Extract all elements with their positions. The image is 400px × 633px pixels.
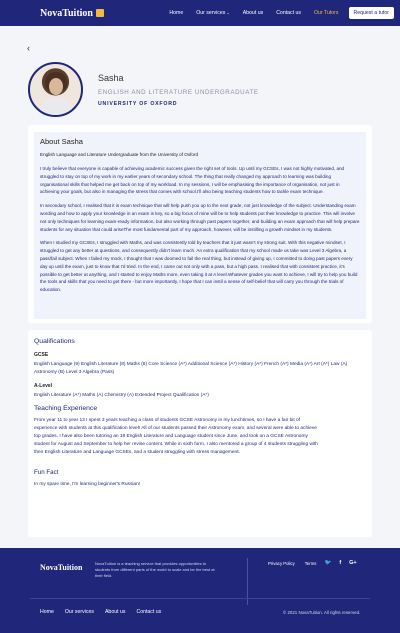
nav-our-services[interactable] [196, 10, 229, 16]
facebook-icon[interactable]: f [339, 560, 342, 566]
teaching-experience-heading: Teaching Experience [34, 405, 98, 413]
google-plus-icon[interactable]: G+ [349, 560, 357, 566]
qualifications-heading: Qualifications [34, 338, 75, 345]
tutor-name: Sasha [98, 73, 124, 83]
about-paragraph: When I studied my GCSEs, I struggled with Maths, and was consistently told by teachers that it just wasn't my strong suit. With this negative mindset, I struggled to get any better at questions, and consequently didn't learn much. An extra qualification that my school made us take was Level 3 Algebra, a pass/fail subject. When I failed my mock, I thought that I was doomed to fail the real thing, but instead of giving up, I committed to doing past papers every day up until the exam, just to know that I'd tried. In the end, I came out not only with a pass, but a high pass. I realised that with consistent practice, it's possible to get better at anything, and I started to enjoy Maths more, even taking it at A level.Whatever grades you want to achieve, I will try to help you build the tools and skills that you need to get there - but more importantly, I hope that I can instil a sense of self-belief that will carry you through the trials of education. [40, 240, 358, 293]
footer-nav-services[interactable]: Our services [64, 609, 94, 615]
alevel-list: English Literature (A*) Maths (A) Chemistry (A) Extended Project Qualification (A*) [34, 392, 209, 398]
footer-description: NovaTuition is a teaching service that provides opportunities to students from different parts of the world to scale and be the best at their field. [95, 561, 215, 578]
main-nav [156, 7, 394, 19]
footer-nav-about[interactable]: About us [104, 609, 126, 615]
teaching-experience-text: From year 11 to year 13 I spent 3 years teaching a class of students GCSE Astronomy in my lunchtimes, so I have a fair bit of experience with students at this qualification level! All of our students passed their Astronomy exam, and several were able to achieve top grades. I have also been tutoring an 18 English Literature and Language student since June, and took on a GCSE Astronomy student for August and September to help her revise content. While in sixth form, I also mentored a group of 4 students struggling with their English Literature and Language GCSEs, and a student struggling with stress management. [34, 418, 318, 456]
about-paragraph: I truly believe that everyone is capable of achieving academic success given the right set of tools. Up until my GCSEs, I was not highly motivated, and struggled to stay on top of my work in my earlier years of secondary school. The thing that really changed my approach to learning was building organisational skills that helped me get back on top of my workload. In my sessions, I will be emphasising the importance of organisation, not just in achieving your goals, but also in managing the stress that comes with school.I'll also being teaching students how to tackle exam technique. [40, 166, 345, 195]
footer-links [268, 560, 357, 566]
privacy-policy-link[interactable]: Privacy Policy [268, 560, 295, 566]
nav-our-tutors[interactable]: Our Tutors [314, 10, 339, 16]
request-tutor-button[interactable]: Request a tutor [349, 7, 394, 19]
fun-fact-heading: Fun Fact [34, 469, 59, 477]
avatar [28, 62, 83, 117]
fun-fact-text: In my spare time, I'm learning beginner's Russian! [34, 482, 141, 488]
tutor-university: UNIVERSITY OF OXFORD [98, 101, 178, 107]
top-nav-bar [0, 0, 400, 26]
footer [0, 548, 400, 633]
qualifications-card [28, 330, 372, 537]
brand-name: NovaTuition [40, 7, 93, 19]
copyright: © 2021 NovaTuition. All rights reserved. [283, 610, 361, 615]
twitter-icon[interactable]: 🐦 [324, 560, 332, 566]
footer-nav-home[interactable]: Home [40, 609, 54, 615]
nav-about-us[interactable]: About us [242, 10, 264, 16]
chevron-down-icon: ⌄ [226, 10, 230, 15]
gcse-list: English Language (9) English Literature (8) Maths (8) Core Science (A*) Additional Science (A*) History (A*) French (A*) Media (A*) Art (A*) Law (A) Astronomy (B) Level 3 Algebra (Pass) [34, 362, 348, 375]
brand-logo[interactable] [40, 8, 104, 19]
tutor-title: ENGLISH AND LITERATURE UNDERGRADUATE [98, 89, 259, 96]
footer-nav [40, 609, 161, 615]
nav-our-services-label: Our services [196, 10, 226, 16]
gcse-label: GCSE [34, 352, 49, 358]
nav-home[interactable]: Home [169, 10, 184, 16]
back-arrow-icon[interactable]: ‹ [27, 43, 30, 53]
about-paragraph: In secondary school, I realised that it is exam technique that will help push you up to the next grade, not just knowledge of the subject. Understanding exam wording and how to apply your knowledge in an exam is key, so a big focus of mine will be to help students put their knowledge to practice. This will involve not only techniques for learning exam-ready information, but also working through past papers together, and building an exam approach that will help prepare students for any situation that could ariseThe most fundamental part of my approach, however, will be instilling a growth mindset in my students. [40, 203, 360, 232]
terms-link[interactable]: Terms [304, 560, 317, 566]
nav-contact-us[interactable]: Contact us [276, 10, 301, 16]
footer-nav-contact[interactable]: Contact us [136, 609, 162, 615]
footer-rule [30, 598, 370, 599]
footer-brand[interactable]: NovaTuition [40, 563, 83, 572]
graduation-cap-icon [96, 9, 104, 17]
about-subheading: English Language and Literature Undergraduate from the University of Oxford [40, 152, 199, 157]
about-card [28, 125, 372, 323]
alevel-label: A-Level [34, 382, 53, 389]
about-heading: About Sasha [40, 137, 83, 146]
